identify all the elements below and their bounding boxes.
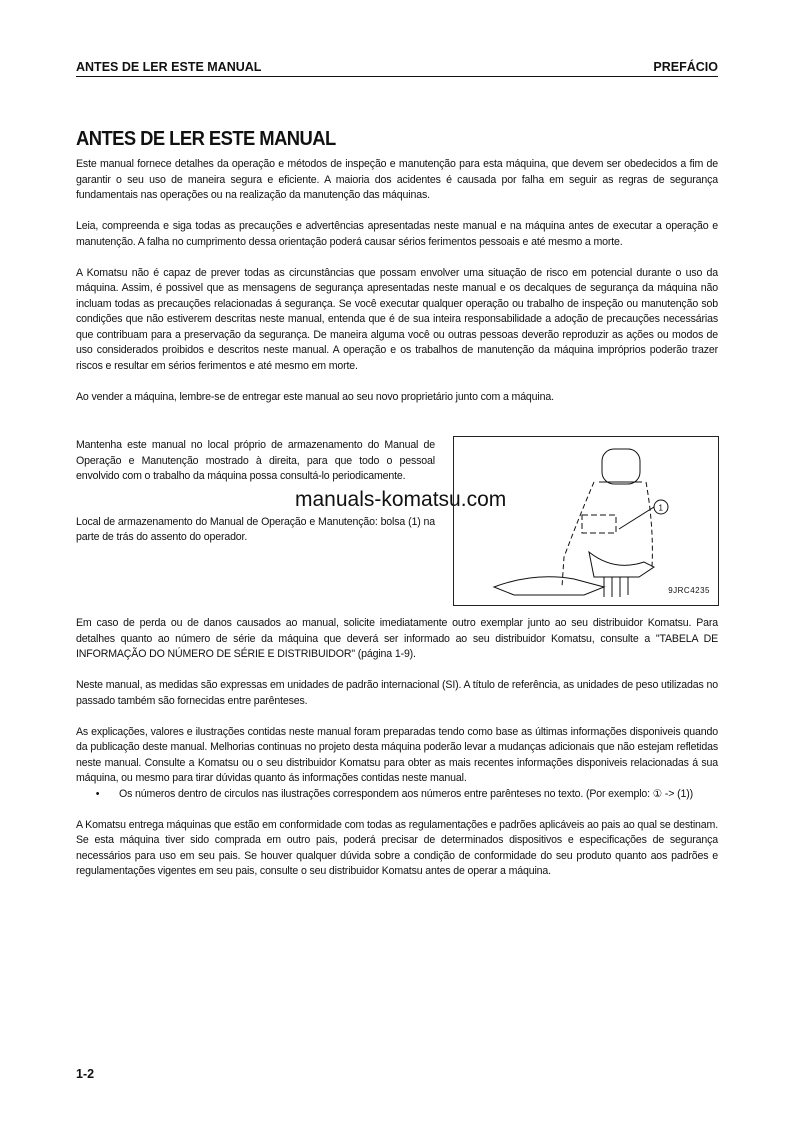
paragraph: Mantenha este manual no local próprio de armazenamento do Manual de Operação e Manutenção mostrado à direita, para que todo o pessoal envolvido com o trabalho da máquina possa consultá-lo periodicamente. (76, 439, 435, 482)
paragraph: Este manual fornece detalhes da operação e métodos de inspeção e manutenção para esta máquina, que devem ser obedecidos a fim de garantir o seu uso de maneira segura e eficiente. A maioria dos acidentes é causada por falha em seguir as regras de segurança fundamentais nas operações ou na realização da manutenção das máquinas. (76, 158, 718, 201)
storage-text (76, 438, 507, 546)
page-header (76, 58, 718, 77)
bullet-item (76, 787, 718, 803)
header-chapter-title: PREFÁCIO (653, 60, 718, 74)
bullet-marker: • (95, 787, 100, 800)
bullet-text: Os números dentro de circulos nas ilustrações correspondem aos números entre parênteses no texto. (Por exemplo: ① -> (1)) (119, 787, 693, 800)
watermark: manuals-komatsu.com (295, 487, 507, 511)
details-text (76, 616, 718, 880)
intro-text (76, 157, 718, 405)
paragraph: As explicações, valores e ilustrações contidas neste manual foram preparadas tendo como base as últimas informações disponiveis quando da publicação deste manual. Melhorias continuas no projeto desta máquina poderão levar a mudanças adicionais que não estejam refletidas neste manual. Consulte a Komatsu ou o seu distribuidor Komatsu para obter as mais recentes informações disponiveis relacionadas á sua máquina, ou mesmo para tirar dúvidas quanto ás informações contidas neste manual. (76, 725, 718, 784)
seat-illustration (453, 436, 719, 606)
paragraph: Ao vender a máquina, lembre-se de entregar este manual ao seu novo proprietário junto com a máquina. (76, 390, 554, 403)
paragraph: Local de armazenamento do Manual de Operação e Manutenção: bolsa (1) na parte de trás do assento do operador. (76, 515, 435, 543)
paragraph: Leia, compreenda e siga todas as precauções e advertências apresentadas neste manual e na máquina antes de executar a operação e manutenção. A falha no cumprimento dessa orientação poderá causar sérios ferimentos pessoais e até mesmo a morte. (76, 220, 718, 248)
page-number: 1-2 (76, 1067, 95, 1081)
paragraph: A Komatsu entrega máquinas que estão em conformidade com todas as regulamentações e padrões aplicáveis ao pais ao qual se destinam. Se esta máquina tiver sido comprada em outro pais, poderá precisar de determinados dispositivos e especificações de segurança necessários para uso em seu pais. Se houver qualquer dúvida sobre a condição de conformidade do seu produto quanto aos padrões e regulamentações vigentes em seu pais, consulte o seu distribuidor Komatsu antes de operar a máquina. (76, 818, 718, 877)
paragraph: A Komatsu não é capaz de prever todas as circunstâncias que possam envolver uma situação de risco em potencial durante o uso da máquina. Assim, é possivel que as mensagens de segurança apresentadas neste manual e os decalques de segurança da máquina não incluam todas as precauções relacionadas á segurança. Se você executar qualquer operação ou trabalho de inspeção ou manutenção sob condições que não estiverem descritas neste manual, entenda que é de sua inteira responsabilidade a adoção de precauções necessárias que contribuam para a preservação da segurança. De maneira alguma você ou outras pessoas deverão reproduzir as ações ou modos de uso considerados proibidos e descritos neste manual. A operação e os trabalhos de manutenção da máquina impróprios poderão trazer riscos e resultar em sérios ferimentos e até mesmo em morte. (76, 266, 718, 372)
callout-label: 1 (658, 503, 663, 513)
page-title: ANTES DE LER ESTE MANUAL (76, 128, 336, 150)
paragraph: Neste manual, as medidas são expressas em unidades de padrão internacional (SI). A título de referência, as unidades de peso utilizadas no passado também são fornecidas entre parênteses. (76, 679, 718, 707)
paragraph: Em caso de perda ou de danos causados ao manual, solicite imediatamente outro exemplar junto ao seu distribuidor Komatsu. Para detalhes quanto ao número de série da máquina que deverá ser informado ao seu distribuidor Komatsu, consulte a "TABELA DE INFORMAÇÃO DO NÚMERO DE SÉRIE E DISTRIBUIDOR" (página 1-9). (76, 617, 718, 660)
operator-seat-drawing (454, 437, 718, 605)
header-section-title: ANTES DE LER ESTE MANUAL (76, 60, 262, 74)
figure-code: 9JRC4235 (668, 586, 710, 595)
